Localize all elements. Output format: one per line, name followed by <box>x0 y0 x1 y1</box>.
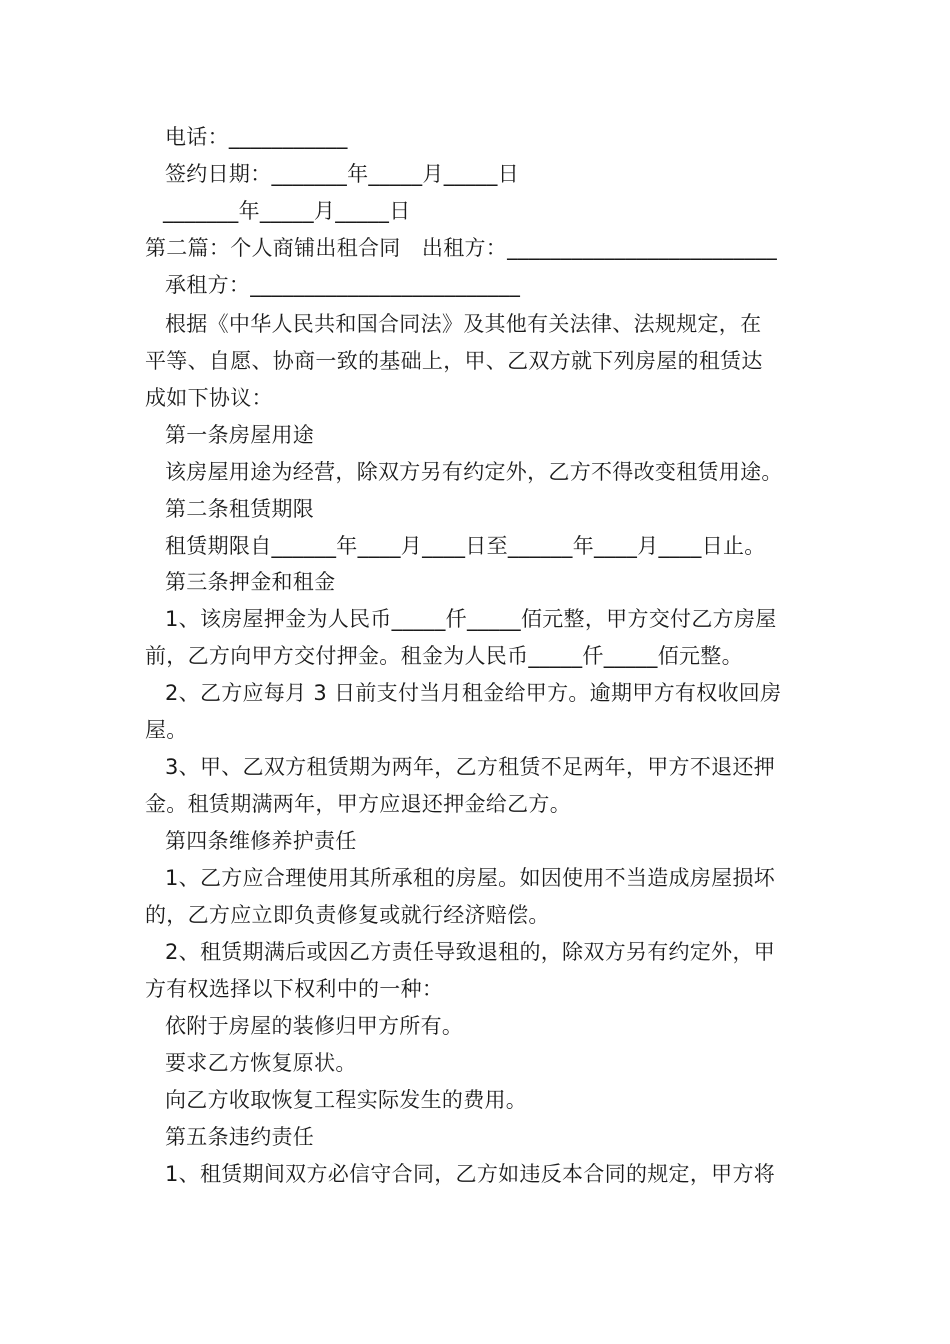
paragraph-line: 屋。 <box>145 718 188 742</box>
paragraph-line: 该房屋用途为经营，除双方另有约定外，乙方不得改变租赁用途。 <box>165 460 783 484</box>
lessee-line: 承租方：_________________________ <box>165 273 521 297</box>
section-heading-lessor: 第二篇：个人商铺出租合同 出租方：_________________________ <box>145 236 778 260</box>
paragraph-line: 根据《中华人民共和国合同法》及其他有关法律、法规规定，在 <box>165 312 762 336</box>
paragraph-line: 1、租赁期间双方必信守合同，乙方如违反本合同的规定，甲方将 <box>165 1162 776 1186</box>
article-heading: 第二条租赁期限 <box>165 497 315 521</box>
article-heading: 第五条违约责任 <box>165 1125 315 1149</box>
paragraph-line: 向乙方收取恢复工程实际发生的费用。 <box>165 1088 528 1112</box>
paragraph-line: 的，乙方应立即负责修复或就行经济赔偿。 <box>145 903 550 927</box>
paragraph-line: 前，乙方向甲方交付押金。租金为人民币_____仟_____佰元整。 <box>145 644 743 668</box>
paragraph-line: 成如下协议： <box>145 386 273 410</box>
paragraph-line: 租赁期限自______年____月____日至______年____月____日止。 <box>165 534 766 558</box>
signing-date-line: 签约日期：_______年_____月_____日 <box>165 162 519 186</box>
paragraph-line: 方有权选择以下权利中的一种： <box>145 977 444 1001</box>
paragraph-line: 2、乙方应每月 3 日前支付当月租金给甲方。逾期甲方有权收回房 <box>165 681 782 705</box>
paragraph-line: 金。租赁期满两年，甲方应退还押金给乙方。 <box>145 792 571 816</box>
article-heading: 第三条押金和租金 <box>165 570 336 594</box>
paragraph-line: 2、租赁期满后或因乙方责任导致退租的，除双方另有约定外，甲 <box>165 940 776 964</box>
paragraph-line: 1、乙方应合理使用其所承租的房屋。如因使用不当造成房屋损坏 <box>165 866 776 890</box>
paragraph-line: 1、该房屋押金为人民币_____仟_____佰元整，甲方交付乙方房屋 <box>165 607 777 631</box>
paragraph-line: 平等、自愿、协商一致的基础上，甲、乙双方就下列房屋的租赁达 <box>145 349 763 373</box>
date-line: _______年_____月_____日 <box>163 199 411 223</box>
phone-line: 电话：___________ <box>165 125 348 149</box>
paragraph-line: 要求乙方恢复原状。 <box>165 1051 357 1075</box>
article-heading: 第一条房屋用途 <box>165 423 315 447</box>
article-heading: 第四条维修养护责任 <box>165 829 357 853</box>
paragraph-line: 依附于房屋的装修归甲方所有。 <box>165 1014 464 1038</box>
paragraph-line: 3、甲、乙双方租赁期为两年，乙方租赁不足两年，甲方不退还押 <box>165 755 776 779</box>
